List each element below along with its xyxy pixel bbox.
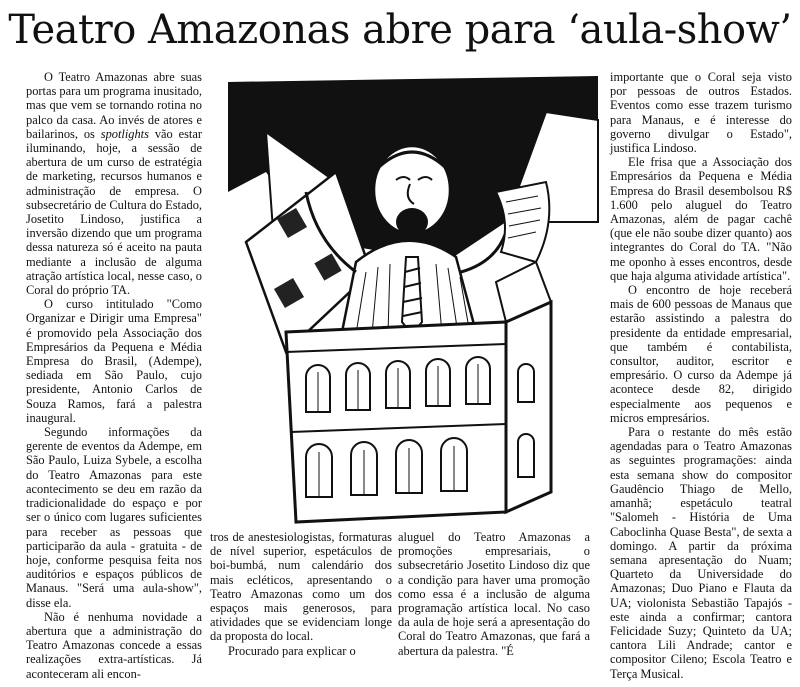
paragraph: Ele frisa que a Associação dos Empresários da Pequena e Média Empresa do Brasil desembolsou R$ 1.600 pelo aluguel do Teatro Amazonas, além de pagar cachê (que ele não soube dizer quanto) aos integrantes do Coral do TA. "Não me oponho à esses encontros, desde que haja alguma atividade artística". <box>610 155 792 283</box>
paragraph: Segundo informações da gerente de eventos da Adempe, em São Paulo, Luiza Sybele, a escolha do Teatro Amazonas para este acontecimento se deu em razão da tradicionalidade do espaço e por ser o único com lugares suficientes para receber as pessoas que participarão da aula - gratuita - de hoje, conforme pesquisa feita nos auditórios e espaços públicos de Manaus. "Será uma aula-show", disse ela. <box>26 425 202 610</box>
cartoon-man-singing-from-theater-box-icon <box>206 72 602 524</box>
article-column-3 <box>398 530 590 658</box>
article-column-2 <box>210 530 392 658</box>
paragraph: Procurado para explicar o <box>228 643 356 658</box>
headline: Teatro Amazonas abre para ‘aula-show’ <box>8 7 792 53</box>
paragraph: aluguel do Teatro Amazonas a promoções empresariais, o subsecretário Josetito Lindoso diz que a condição para haver uma promoção como essa é a inclusão de alguma programação artística local. No caso da aula de hoje será a apresentação do Coral do Teatro Amazonas, que fará a abertura da palestra. "É <box>398 530 590 658</box>
article-column-1 <box>26 70 202 681</box>
paragraph: O encontro de hoje receberá mais de 600 pessoas de Manaus que estarão assistindo a palestra do presidente da entidade empresarial, que também é contabilista, consultor, auditor, escritor e empresário. O curso da Adempe já acontece desde 82, dirigido especialmente aos pequenos e micros empresários. <box>610 283 792 425</box>
italic-term: spotlights <box>100 126 149 141</box>
paragraph: O Teatro Amazonas abre suas portas para um programa inusitado, mas que vem se tornando rotina no palco da casa. Ao invés de atores e bailarinos, os spotlights vão estar iluminando, hoje, a sessão de abertura de um curso de estratégia de marketing, recursos humanos e administração de empresa. O subsecretário de Cultura do Estado, Josetito Lindoso, justifica a inversão dizendo que um programa dessa natureza só é aceito na pauta mediante a inclusão de alguma atração artística local, nesse caso, o Coral do próprio TA. <box>26 70 202 298</box>
cartoon-illustration <box>206 72 602 524</box>
article-column-4 <box>610 70 792 681</box>
paragraph: Não é nenhuma novidade a abertura que a administração do Teatro Amazonas concede a essas realizações extra-artísticas. Já aconteceram ali encon- <box>26 609 202 681</box>
paragraph: tros de anestesiologistas, formaturas de nível superior, espetáculos de boi-bumbá, num calendário dos mais ecléticos, apresentando o Teatro Amazonas como um dos espaços mais generosos, para atividades que se evidenciam longe da proposta do local. <box>210 530 392 644</box>
paragraph: importante que o Coral seja visto por pessoas de outros Estados. Eventos como esse trazem turismo para Manaus, e é interesse do governo divulgar o Estado", justifica Lindoso. <box>610 70 792 156</box>
paragraph: O curso intitulado "Como Organizar e Dirigir uma Empresa" é promovido pela Associação dos Empresários da Pequena e Média Empresa do Brasil, (Adempe), sediada em São Paulo, cujo presidente, Antonio Carlos de Souza Ramos, fará a palestra inaugural. <box>26 297 202 425</box>
paragraph: Para o restante do mês estão agendadas para o Teatro Amazonas as seguintes programações: ainda esta semana show do compositor Gaudêncio Thiago de Mello, amanhã; espetáculo teatral "Salomeh - História de Uma Caboclinha Quase Besta", de sexta a domingo. A partir da próxima semana apresentação do Nuam; Quarteto da Universidade do Amazonas; Duo Piano e Flauta da UA; violonista Sebastião Tapajós - este ainda a confirmar; cantora Felicidade Suzy; Quinteto da UA; cantora Lili Andrade; cantor e compositor Cileno; Escola Teatro e Terça Musical. <box>610 425 792 681</box>
